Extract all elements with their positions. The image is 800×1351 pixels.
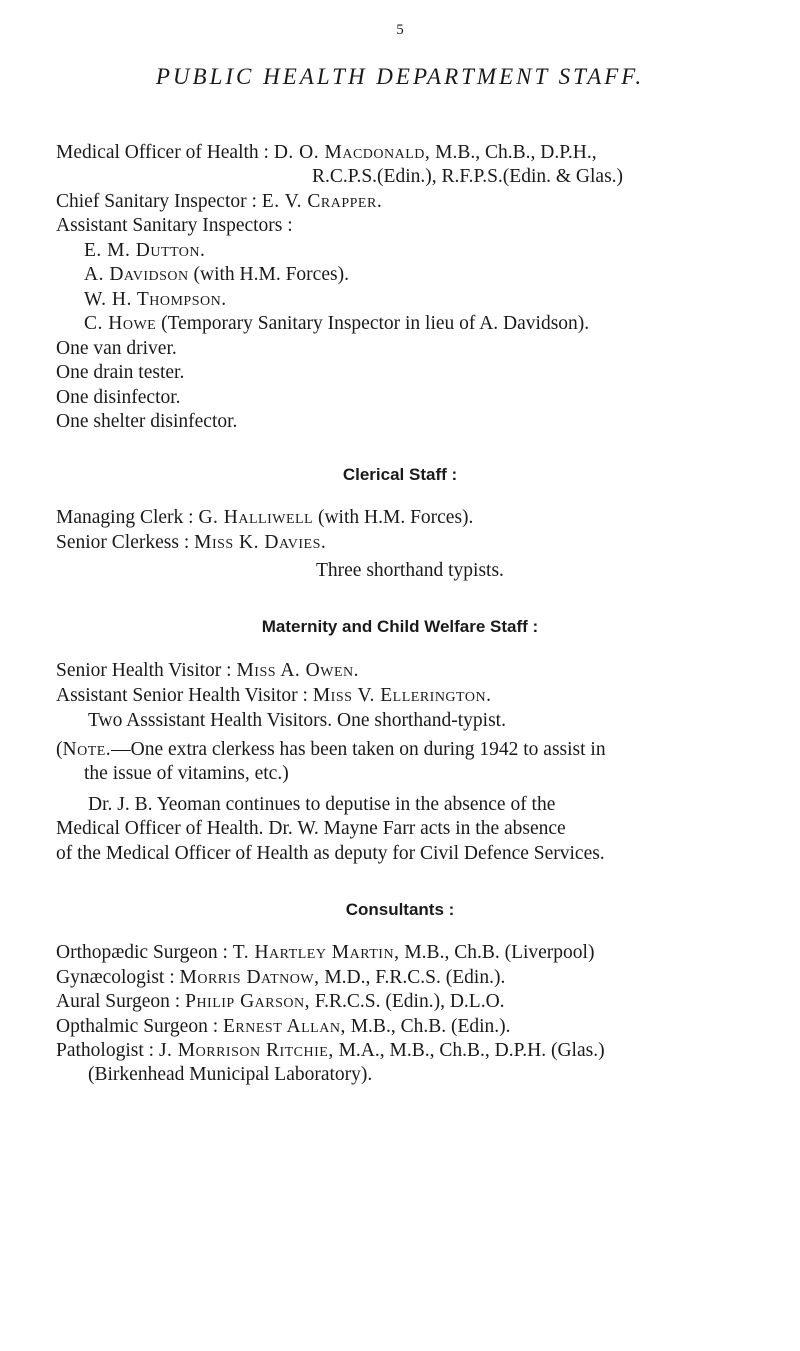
health-visitors-line: Two Asssistant Health Visitors. One shorthand-typist.	[88, 710, 506, 731]
senior-clerkess-line	[56, 531, 326, 555]
aural-name: Philip Garson,	[185, 991, 310, 1012]
assistant-inspector-2-note: (with H.M. Forces).	[193, 264, 349, 285]
managing-clerk-name: G. Halliwell	[198, 507, 314, 528]
ophthalmic-label: Opthalmic Surgeon :	[56, 1016, 219, 1037]
pathologist-line	[56, 1039, 605, 1063]
pathologist-name: J. Morrison Ritchie,	[158, 1040, 334, 1061]
staff-disinfector: One disinfector.	[56, 387, 181, 408]
moh-line	[56, 141, 597, 165]
senior-clerkess-label: Senior Clerkess :	[56, 532, 190, 553]
assistant-inspectors-label: Assistant Sanitary Inspectors :	[56, 215, 293, 236]
pathologist-label: Pathologist :	[56, 1040, 155, 1061]
clerical-heading: Clerical Staff :	[342, 465, 458, 484]
staff-van-driver: One van driver.	[56, 338, 177, 359]
senior-health-visitor-label: Senior Health Visitor :	[56, 660, 232, 681]
page-number: 5	[396, 22, 404, 38]
managing-clerk-label: Managing Clerk :	[56, 507, 194, 528]
assistant-inspector-2	[84, 263, 349, 287]
assistant-health-visitor-label: Assistant Senior Health Visitor :	[56, 685, 308, 706]
note-line-2: the issue of vitamins, etc.)	[84, 763, 289, 784]
aural-label: Aural Surgeon :	[56, 991, 181, 1012]
managing-clerk-line	[56, 506, 473, 530]
consultants-heading: Consultants :	[345, 900, 455, 919]
aural-surgeon-line	[56, 990, 505, 1014]
pathologist-quals: M.A., M.B., Ch.B., D.P.H. (Glas.)	[338, 1040, 605, 1061]
orthopaedic-name: T. Hartley Martin,	[232, 942, 400, 963]
deputy-para-line-1: Dr. J. B. Yeoman continues to deputise in the absence of the	[88, 794, 556, 815]
maternity-heading: Maternity and Child Welfare Staff :	[261, 617, 539, 636]
chief-inspector-name: E. V. Crapper.	[261, 191, 383, 212]
typists-line: Three shorthand typists.	[316, 560, 504, 581]
assistant-inspector-3: W. H. Thompson.	[84, 289, 227, 310]
assistant-inspector-4-note: (Temporary Sanitary Inspector in lieu of A. Davidson).	[161, 313, 590, 334]
managing-clerk-note: (with H.M. Forces).	[317, 507, 474, 528]
moh-quals: M.B., Ch.B., D.P.H.,	[435, 142, 597, 163]
moh-label: Medical Officer of Health :	[56, 142, 269, 163]
gynaecologist-quals: M.D., F.R.C.S. (Edin.).	[324, 967, 506, 988]
ophthalmic-surgeon-line	[56, 1015, 511, 1039]
assistant-health-visitor-name: Miss V. Ellerington.	[312, 685, 492, 706]
staff-shelter-disinfector: One shelter disinfector.	[56, 411, 238, 432]
assistant-inspector-4-name: C. Howe	[84, 313, 157, 334]
assistant-inspector-2-name: A. Davidson	[84, 264, 189, 285]
ophthalmic-name: Ernest Allan,	[223, 1016, 346, 1037]
moh-name: D. O. Macdonald,	[273, 142, 431, 163]
deputy-para-line-2: Medical Officer of Health. Dr. W. Mayne Farr acts in the absence	[56, 818, 566, 839]
assistant-inspector-1: E. M. Dutton.	[84, 240, 206, 261]
assistant-inspector-4	[84, 312, 589, 336]
chief-inspector-label: Chief Sanitary Inspector :	[56, 191, 257, 212]
staff-drain-tester: One drain tester.	[56, 362, 185, 383]
note-line-1: (Note.—One extra clerkess has been taken on during 1942 to assist in	[56, 739, 606, 760]
pathologist-laboratory: (Birkenhead Municipal Laboratory).	[88, 1064, 373, 1085]
senior-health-visitor-name: Miss A. Owen.	[236, 660, 359, 681]
senior-clerkess-name: Miss K. Davies.	[194, 532, 327, 553]
note-text-1: —One extra clerkess has been taken on during 1942 to assist in	[111, 739, 606, 760]
gynaecologist-line	[56, 966, 505, 990]
chief-inspector-line	[56, 190, 382, 214]
aural-quals: F.R.C.S. (Edin.), D.L.O.	[314, 991, 505, 1012]
ophthalmic-quals: M.B., Ch.B. (Edin.).	[350, 1016, 511, 1037]
senior-health-visitor-line	[56, 659, 359, 683]
gynaecologist-name: Morris Datnow,	[179, 967, 320, 988]
orthopaedic-label: Orthopædic Surgeon :	[56, 942, 228, 963]
assistant-health-visitor-line	[56, 684, 491, 708]
orthopaedic-quals: M.B., Ch.B. (Liverpool)	[404, 942, 595, 963]
gynaecologist-label: Gynæcologist :	[56, 967, 175, 988]
orthopaedic-surgeon-line	[56, 941, 594, 965]
page-title: PUBLIC HEALTH DEPARTMENT STAFF.	[155, 64, 645, 89]
moh-quals-line: R.C.P.S.(Edin.), R.F.P.S.(Edin. & Glas.)	[312, 166, 624, 187]
note-prefix: Note.	[62, 739, 112, 760]
deputy-para-line-3: of the Medical Officer of Health as deputy for Civil Defence Services.	[56, 843, 605, 864]
